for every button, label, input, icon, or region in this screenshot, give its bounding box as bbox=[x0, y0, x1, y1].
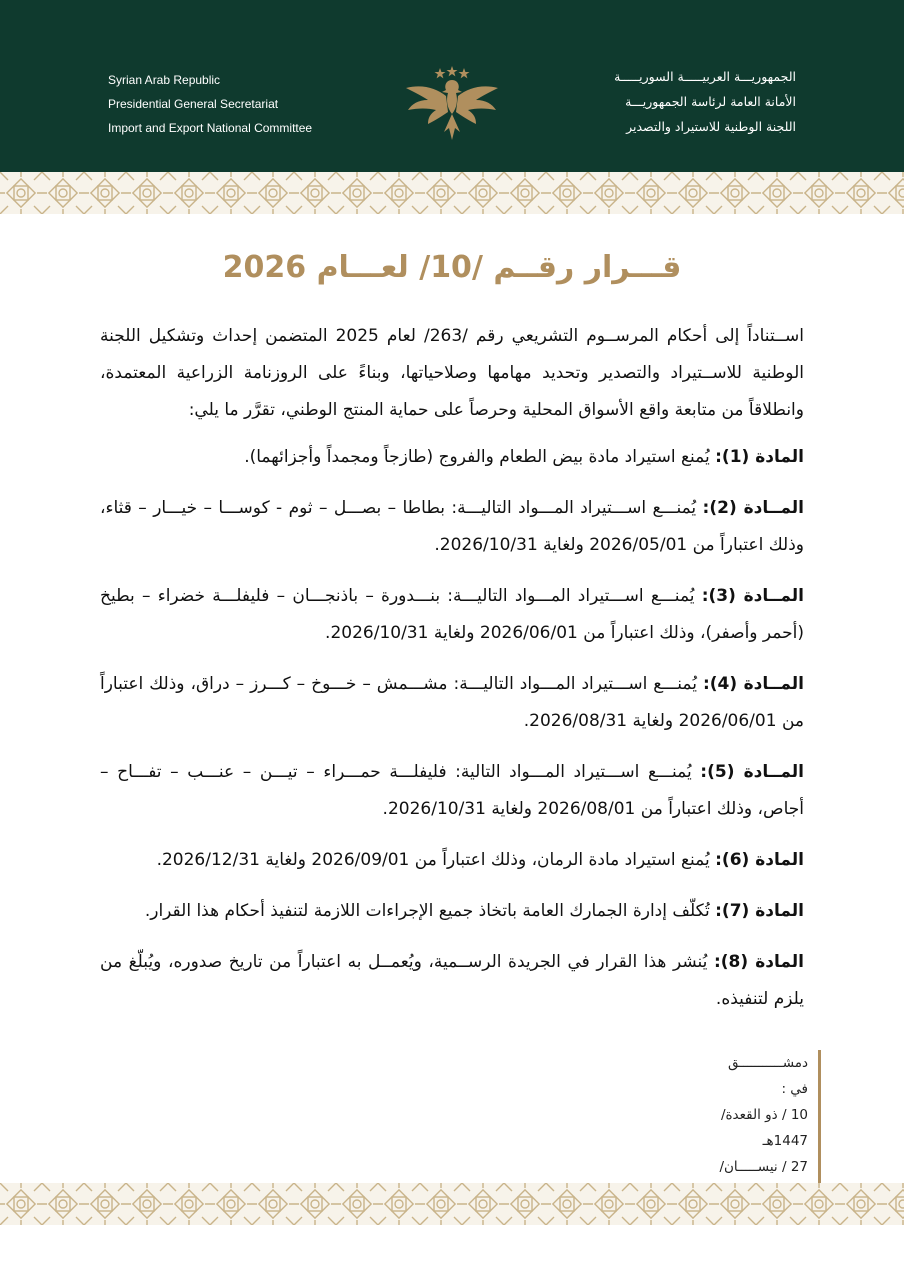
header-arabic-line-country: الجمهوريـــة العربيـــــة السوريـــــة bbox=[614, 69, 796, 84]
article-label: المــادة (3): bbox=[701, 586, 805, 606]
header-english-line-country: Syrian Arab Republic bbox=[108, 73, 221, 87]
decision-title: قـــرار رقــم /10/ لعـــام 2026 bbox=[222, 250, 682, 285]
article-text: يُمنـــع اســـتيراد المـــواد التاليـــة: بطاطا – بصـــل – ثوم - كوســـا – خيـــار – قثاء، وذلك اعتباراً من 2026/05/01 ولغاية 2026/10/31. bbox=[100, 498, 804, 555]
article-text: يُنشر هذا القرار في الجريدة الرســمية، ويُعمــل به اعتباراً من تاريخ صدوره، ويُبلّغ من يلزم لتنفيذه. bbox=[100, 952, 804, 1009]
article-label: المادة (1): bbox=[715, 447, 804, 467]
header-english-line-secretariat: Presidential General Secretariat bbox=[108, 97, 279, 111]
place-line: دمشـــــــــــق في : bbox=[727, 1055, 808, 1097]
article-text: يُمنع استيراد مادة الرمان، وذلك اعتباراً من 2026/09/01 ولغاية 2026/12/31. bbox=[156, 850, 716, 870]
document-body bbox=[100, 318, 804, 1032]
ornamental-band-top bbox=[0, 172, 904, 214]
article-7 bbox=[100, 893, 804, 930]
article-text: تُكلّف إدارة الجمارك العامة باتخاذ جميع الإجراءات اللازمة لتنفيذ أحكام هذا القرار. bbox=[144, 901, 716, 921]
eagle-emblem-icon bbox=[402, 66, 502, 144]
article-5 bbox=[100, 754, 804, 828]
article-8 bbox=[100, 944, 804, 1018]
article-4 bbox=[100, 666, 804, 740]
article-label: المادة (7): bbox=[715, 901, 804, 921]
article-label: المادة (8): bbox=[713, 952, 804, 972]
article-1 bbox=[100, 439, 804, 476]
article-label: المادة (6): bbox=[715, 850, 804, 870]
article-text: يُمنـــع اســـتيراد المـــواد التاليـــة: مشـــمش – خـــوخ – كـــرز – دراق، وذلك اعتباراً من 2026/06/01 ولغاية 2026/08/31. bbox=[100, 674, 804, 731]
article-6 bbox=[100, 842, 804, 879]
header-english-block bbox=[108, 68, 368, 140]
header-arabic-block bbox=[536, 64, 796, 139]
article-text: يُمنـــع اســـتيراد المـــواد التالية: فليفلـــة حمـــراء – تيـــن – عنـــب – تفـــاح – أجاص، وذلك اعتباراً من 2026/08/01 ولغاية 2026/10/31. bbox=[100, 762, 804, 819]
hijri-date: 10 / ذو القعدة/ 1447هـ bbox=[720, 1107, 808, 1149]
article-2 bbox=[100, 490, 804, 564]
document-header bbox=[0, 0, 904, 172]
article-label: المــادة (4): bbox=[702, 674, 805, 694]
gregorian-date: 27 / نيســـــان/ bbox=[719, 1159, 808, 1175]
header-english-line-committee: Import and Export National Committee bbox=[108, 121, 313, 135]
header-arabic-line-committee: اللجنة الوطنية للاستيراد والتصدير bbox=[626, 119, 796, 134]
intro-paragraph: اســتناداً إلى أحكام المرســوم التشريعي رقم /263/ لعام 2025 المتضمن إحداث وتشكيل اللجنة الوطنية للاســتيراد والتصدير وتحديد مهامها وصلاحياتها، وبناءً على الروزنامة الزراعية المعتمدة، وانطلاقاً من متابعة واقع الأسواق المحلية وحرصاً على حماية المنتج الوطني، تقرَّر ما يلي: bbox=[100, 326, 804, 420]
header-arabic-line-secretariat: الأمانة العامة لرئاسة الجمهوريـــة bbox=[625, 94, 796, 109]
article-3 bbox=[100, 578, 804, 652]
article-text: يُمنع استيراد مادة بيض الطعام والفروج (طازجاً ومجمداً وأجزائهما). bbox=[244, 447, 716, 467]
article-label: المــادة (5): bbox=[700, 762, 804, 782]
article-text: يُمنـــع اســـتيراد المـــواد التاليـــة: بنـــدورة – باذنجـــان – فليفلـــة خضراء – بطيخ (أحمر وأصفر)، وذلك اعتباراً من 2026/06/01 ولغاية 2026/10/31. bbox=[100, 586, 804, 643]
ornamental-band-bottom bbox=[0, 1183, 904, 1225]
article-label: المــادة (2): bbox=[702, 498, 804, 518]
